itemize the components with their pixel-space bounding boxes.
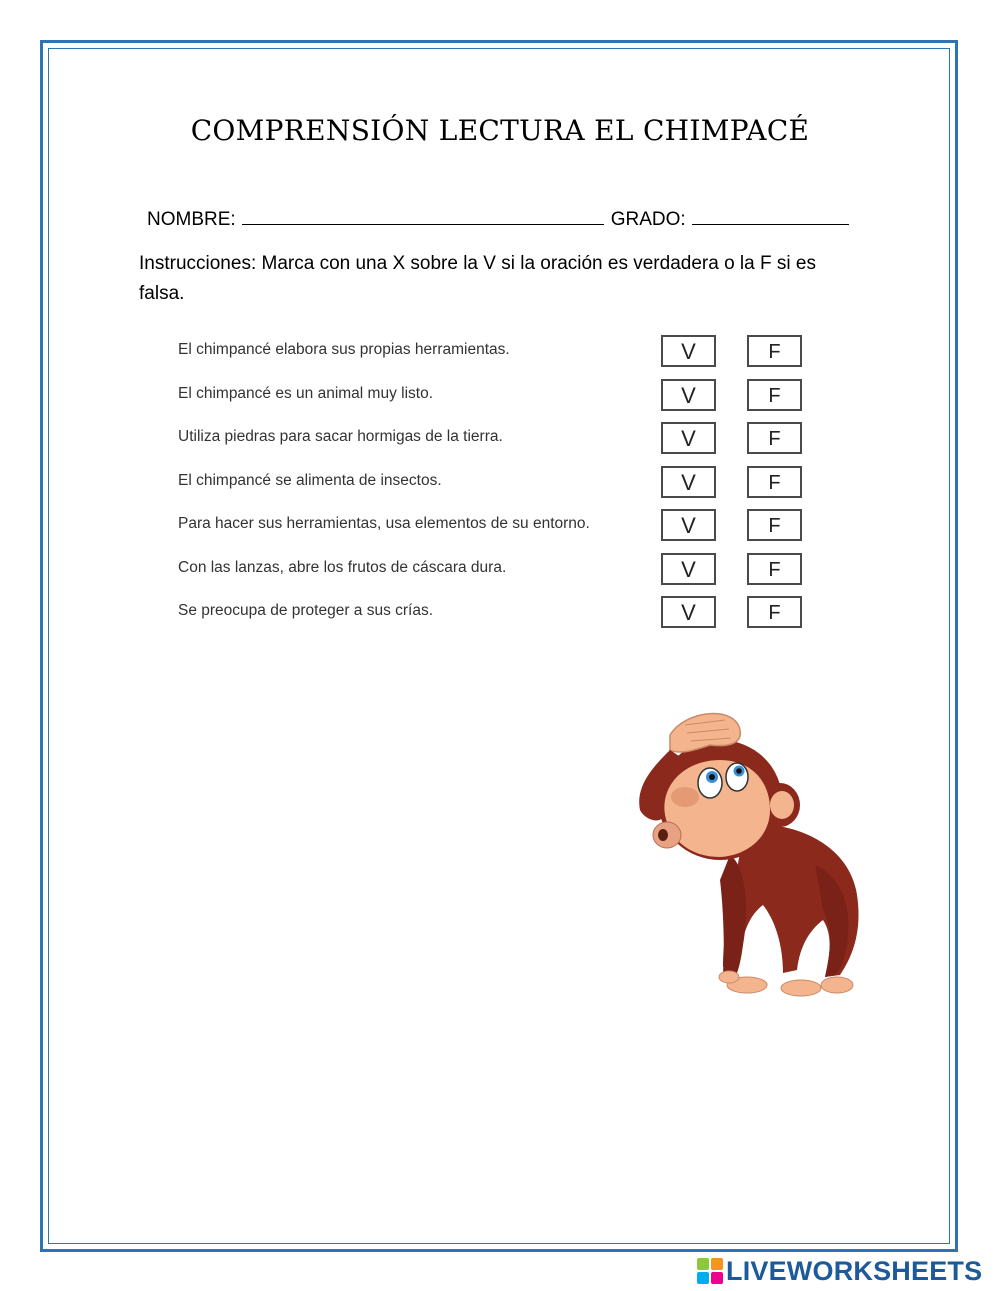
false-box[interactable]: F [747, 509, 802, 541]
question-text: Con las lanzas, abre los frutos de cáscara dura. [178, 558, 507, 576]
false-box[interactable]: F [747, 422, 802, 454]
question-text: El chimpancé se alimenta de insectos. [178, 471, 442, 489]
question-row [178, 377, 818, 421]
question-list [178, 333, 818, 638]
true-box[interactable]: V [661, 509, 716, 541]
question-text: Se preocupa de proteger a sus crías. [178, 602, 434, 619]
name-field[interactable] [242, 207, 604, 225]
true-box[interactable]: V [661, 422, 716, 454]
question-row [178, 551, 818, 595]
question-text: El chimpancé es un animal muy listo. [178, 384, 434, 402]
chimpanzee-illustration [625, 705, 865, 1015]
true-box[interactable]: V [661, 335, 716, 367]
true-box[interactable]: V [661, 379, 716, 411]
false-box[interactable]: F [747, 553, 802, 585]
brand-footer[interactable] [697, 1254, 982, 1288]
question-text: El chimpancé elabora sus propias herramientas. [178, 341, 510, 358]
true-box[interactable]: V [661, 553, 716, 585]
false-box[interactable]: F [747, 335, 802, 367]
student-info-line [147, 207, 849, 231]
question-row [178, 507, 818, 551]
question-row [178, 464, 818, 508]
grade-field[interactable] [692, 207, 849, 225]
liveworksheets-logo-icon [697, 1258, 723, 1284]
question-text: Utiliza piedras para sacar hormigas de la tierra. [178, 428, 503, 445]
question-row [178, 333, 818, 377]
false-box[interactable]: F [747, 596, 802, 628]
page-title: COMPRENSIÓN LECTURA EL CHIMPACÉ [190, 114, 810, 147]
question-row [178, 594, 818, 638]
false-box[interactable]: F [747, 379, 802, 411]
instructions-text: Instrucciones: Marca con una X sobre la V si la oración es verdadera o la F si es falsa. [139, 253, 816, 304]
grade-label: GRADO: [610, 209, 686, 230]
true-box[interactable]: V [661, 596, 716, 628]
brand-text: LIVEWORKSHEETS [726, 1255, 983, 1286]
name-label: NOMBRE: [147, 209, 236, 230]
question-row [178, 420, 818, 464]
question-text: Para hacer sus herramientas, usa elementos de su entorno. [178, 515, 590, 532]
true-box[interactable]: V [661, 466, 716, 498]
false-box[interactable]: F [747, 466, 802, 498]
